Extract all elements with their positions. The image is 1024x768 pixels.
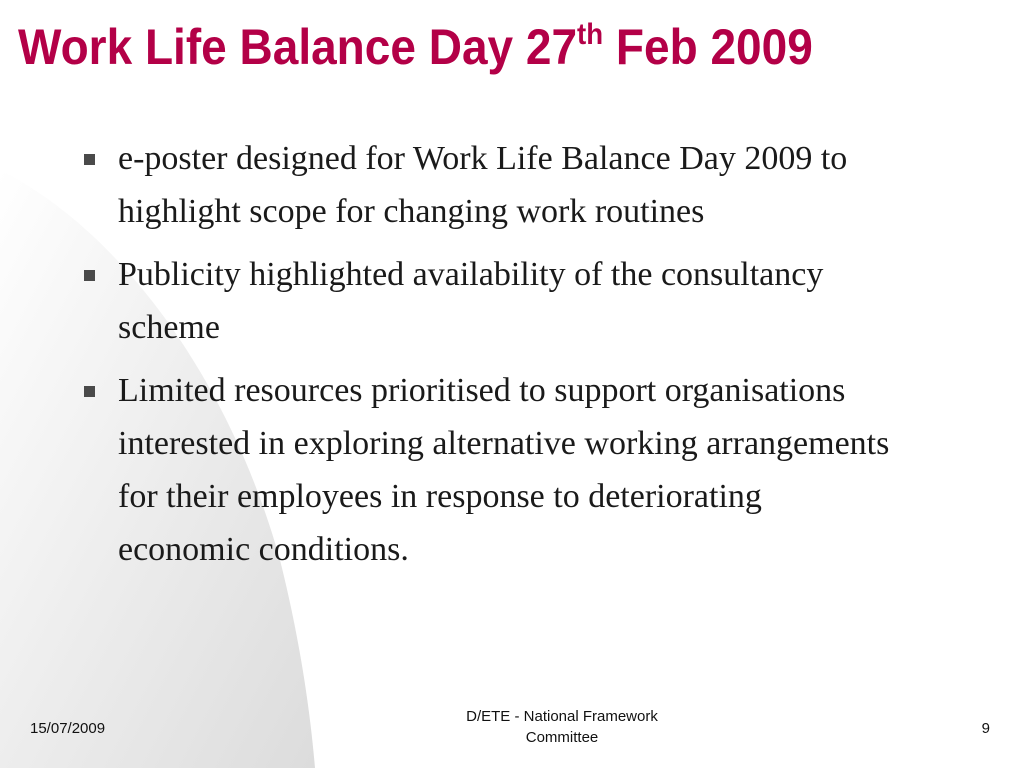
bullet-item [78, 364, 898, 576]
bullet-text: Limited resources prioritised to support organisations interested in exploring alternative working arrangements for their employees in response to deteriorating economic conditions. [118, 372, 890, 568]
bullet-list [78, 132, 898, 586]
footer-center-line1: D/ETE - National Framework [466, 708, 658, 725]
square-bullet-icon [84, 386, 95, 397]
footer-date: 15/07/2009 [30, 720, 106, 737]
footer-center [412, 706, 712, 748]
bullet-item [78, 248, 898, 354]
square-bullet-icon [84, 154, 95, 165]
bullet-text: e-poster designed for Work Life Balance Day 2009 to highlight scope for changing work routines [118, 140, 848, 230]
slide-title [18, 20, 813, 75]
title-end: Feb 2009 [603, 19, 813, 75]
bullet-item [78, 132, 898, 238]
page-number: 9 [981, 720, 990, 737]
square-bullet-icon [84, 270, 95, 281]
title-superscript: th [577, 18, 604, 51]
title-main: Work Life Balance Day 27 [18, 19, 578, 75]
bullet-text: Publicity highlighted availability of the consultancy scheme [118, 256, 824, 346]
footer-center-line2: Committee [525, 729, 599, 746]
